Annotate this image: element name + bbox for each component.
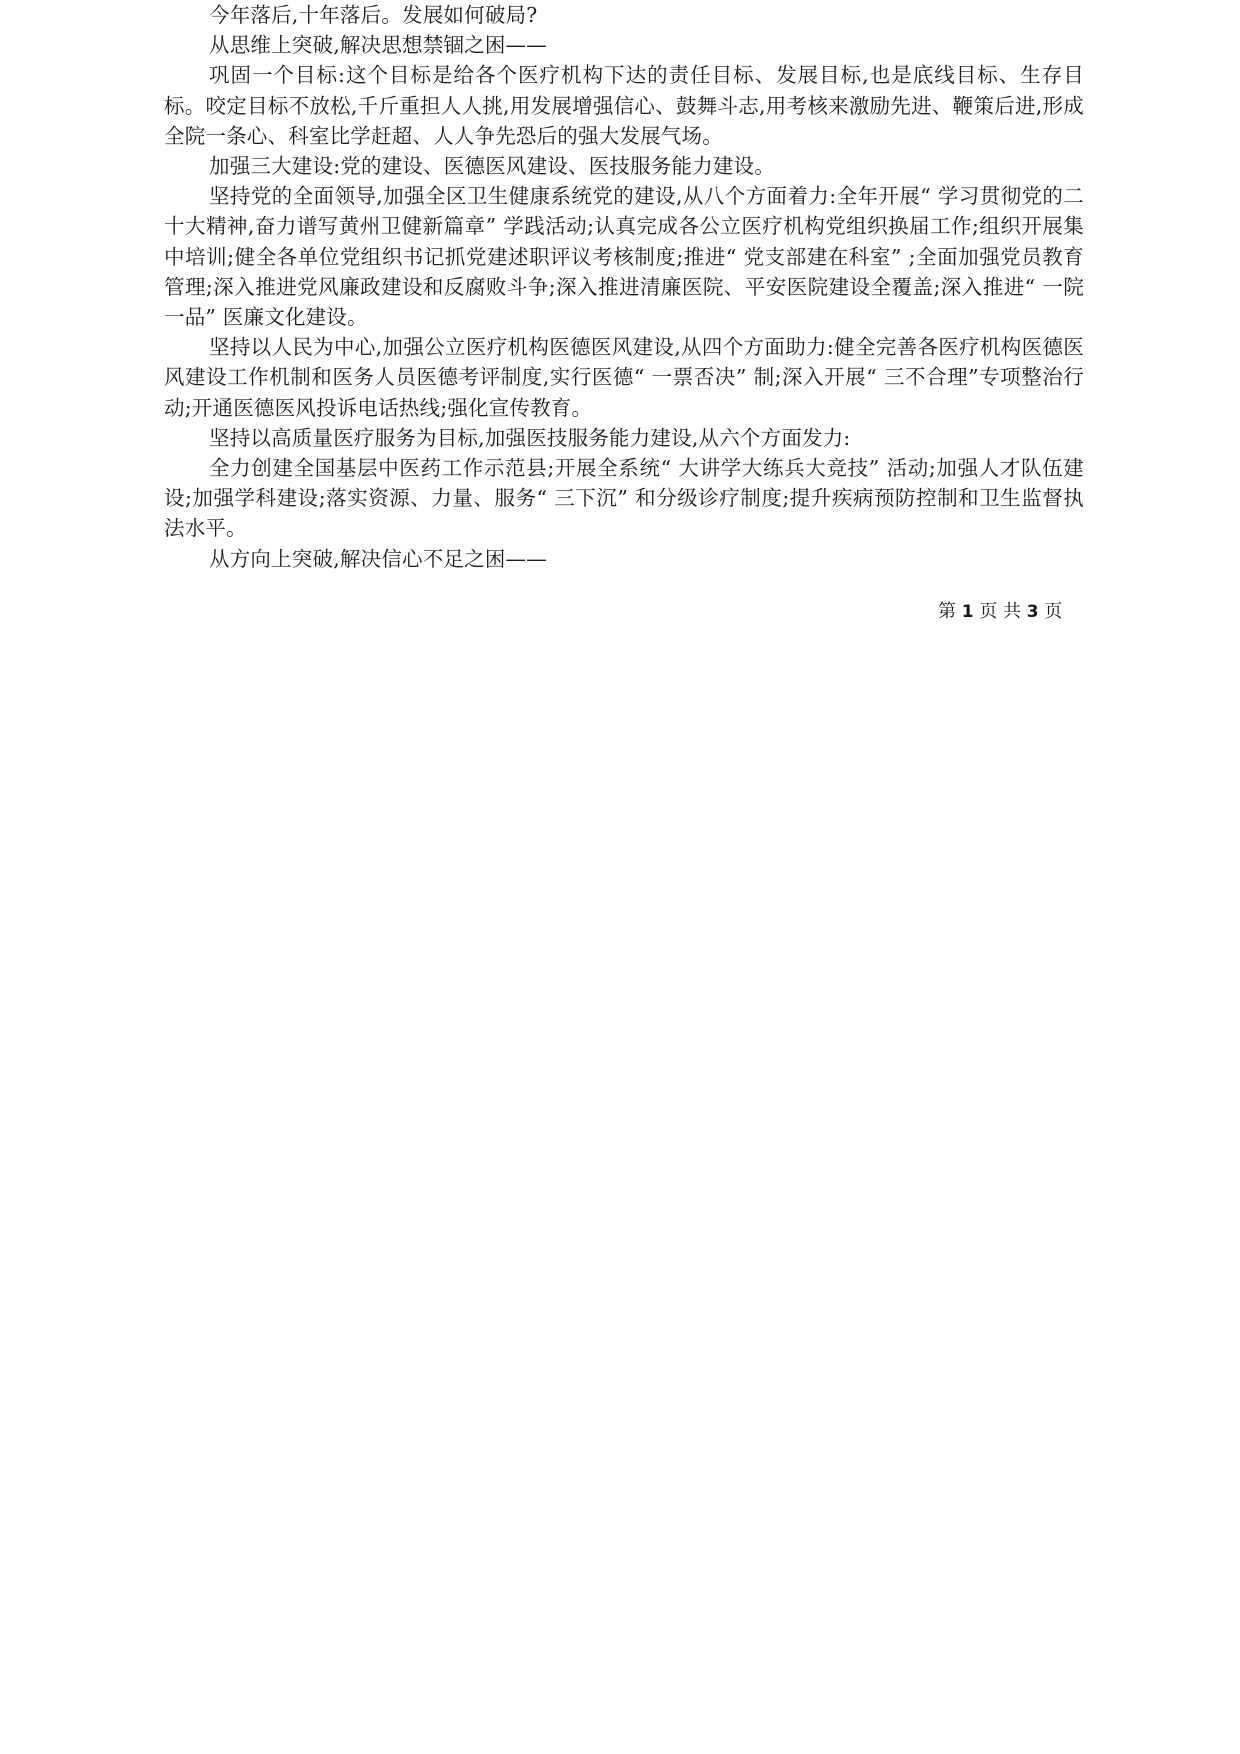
- paragraph: 全力创建全国基层中医药工作示范县;开展全系统“ 大讲学大练兵大竞技” 活动;加强人才队伍建设;加强学科建设;落实资源、力量、服务“ 三下沉” 和分级诊疗制度;提升疾病预防控制和卫生监督执法水平。: [164, 456, 1084, 541]
- paragraph: 从方向上突破,解决信心不足之困——: [209, 546, 547, 571]
- paragraph: 加强三大建设:党的建设、医德医风建设、医技服务能力建设。: [209, 154, 776, 179]
- page-footer: [938, 600, 1062, 624]
- paragraph: 从思维上突破,解决思想禁锢之困——: [209, 33, 547, 58]
- total-pages: 3: [1026, 602, 1039, 622]
- paragraph: 今年落后,十年落后。发展如何破局?: [209, 3, 538, 27]
- paragraph: 坚持以人民为中心,加强公立医疗机构医德医风建设,从四个方面助力:健全完善各医疗机构医德医风建设工作机制和医务人员医德考评制度,实行医德“ 一票否决” 制;深入开展“ 三不合理”专项整治行动;开通医德医风投诉电话热线;强化宣传教育。: [164, 335, 1084, 420]
- page-number: 1: [961, 602, 974, 622]
- page-suffix: 页: [1044, 601, 1063, 622]
- paragraph: 坚持以高质量医疗服务为目标,加强医技服务能力建设,从六个方面发力:: [209, 425, 851, 450]
- paragraph: 巩固一个目标:这个目标是给各个医疗机构下达的责任目标、发展目标,也是底线目标、生存目标。咬定目标不放松,千斤重担人人挑,用发展增强信心、鼓舞斗志,用考核来激励先进、鞭策后进,形成全院一条心、科室比学赶超、人人争先恐后的强大发展气场。: [164, 63, 1084, 148]
- document-body: [164, 0, 1084, 574]
- page-prefix: 第: [938, 601, 956, 622]
- page-middle: 页 共: [979, 601, 1022, 622]
- paragraph: 坚持党的全面领导,加强全区卫生健康系统党的建设,从八个方面着力:全年开展“ 学习贯彻党的二十大精神,奋力谱写黄州卫健新篇章” 学践活动;认真完成各公立医疗机构党组织换届工作;组织开展集中培训;健全各单位党组织书记抓党建述职评议考核制度;推进“ 党支部建在科室” ;全面加强党员教育管理;深入推进党风廉政建设和反腐败斗争;深入推进清廉医院、平安医院建设全覆盖;深入推进“ 一院一品” 医廉文化建设。: [164, 184, 1084, 330]
